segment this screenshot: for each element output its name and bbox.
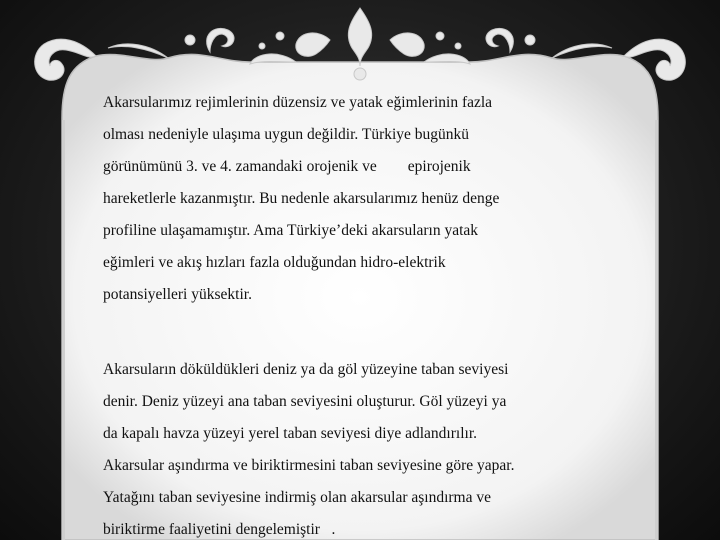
text-line: görünümünü 3. ve 4. zamandaki orojenik ve epirojenik — [103, 158, 471, 175]
text-line: olması nedeniyle ulaşıma uygun değildir. Türkiye bugünkü — [103, 126, 470, 143]
text-line: Akarsuların döküldükleri deniz ya da göl yüzeyine taban seviyesi — [103, 361, 509, 378]
text-line: Akarsular aşındırma ve biriktirmesini taban seviyesine göre yapar. — [103, 457, 515, 474]
text-line: potansiyelleri yüksektir. — [103, 286, 252, 303]
text-line: eğimleri ve akış hızları fazla olduğundan hidro-elektrik — [103, 254, 446, 271]
text-line: Akarsularımız rejimlerinin düzensiz ve yatak eğimlerinin fazla — [103, 94, 493, 111]
left-edge — [62, 120, 65, 540]
text-line: Yatağını taban seviyesine indirmiş olan akarsular aşındırma ve — [103, 489, 491, 506]
text-line: hareketlerle kazanmıştır. Bu nedenle akarsularımız henüz denge — [103, 190, 500, 207]
text-line: denir. Deniz yüzeyi ana taban seviyesini oluşturur. Göl yüzeyi ya — [103, 393, 507, 410]
text-line: biriktirme faaliyetini dengelemiştir . — [103, 521, 336, 538]
text-line: profiline ulaşamamıştır. Ama Türkiye’deki akarsuların yatak — [103, 222, 479, 239]
text-line: da kapalı havza yüzeyi yerel taban seviyesi diye adlandırılır. — [103, 425, 478, 442]
right-edge — [655, 120, 658, 540]
